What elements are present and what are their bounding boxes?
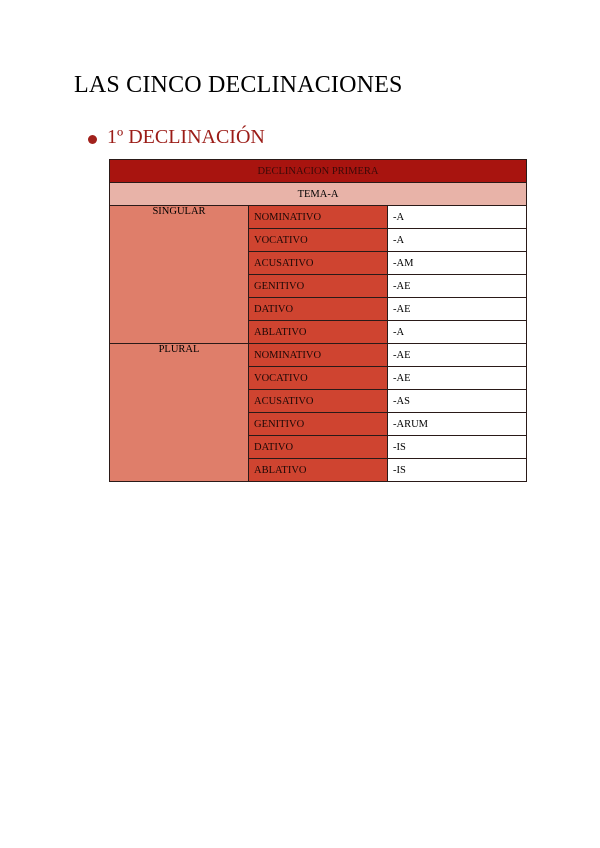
ending-cell: -AE	[388, 275, 527, 298]
ending-cell: -A	[388, 321, 527, 344]
ending-cell: -A	[388, 206, 527, 229]
case-cell: GENITIVO	[249, 275, 388, 298]
case-cell: ACUSATIVO	[249, 252, 388, 275]
table-header: DECLINACION PRIMERA	[110, 160, 527, 183]
section-heading	[88, 126, 265, 149]
declension-table	[109, 159, 527, 482]
case-cell: DATIVO	[249, 298, 388, 321]
table-row	[110, 206, 527, 229]
case-cell: NOMINATIVO	[249, 206, 388, 229]
ending-cell: -A	[388, 229, 527, 252]
ending-cell: -IS	[388, 459, 527, 482]
case-cell: DATIVO	[249, 436, 388, 459]
table-header-row	[110, 160, 527, 183]
ending-cell: -AS	[388, 390, 527, 413]
case-cell: VOCATIVO	[249, 229, 388, 252]
table-subheader: TEMA-A	[110, 183, 527, 206]
ending-cell: -IS	[388, 436, 527, 459]
ending-cell: -AE	[388, 298, 527, 321]
case-cell: VOCATIVO	[249, 367, 388, 390]
case-cell: ABLATIVO	[249, 321, 388, 344]
number-label-plural: PLURAL	[110, 344, 249, 482]
table-row	[110, 344, 527, 367]
bullet-icon	[88, 135, 97, 144]
number-label-singular: SINGULAR	[110, 206, 249, 344]
case-cell: GENITIVO	[249, 413, 388, 436]
case-cell: ABLATIVO	[249, 459, 388, 482]
section-heading-text: 1º DECLINACIÓN	[107, 126, 265, 148]
ending-cell: -AE	[388, 367, 527, 390]
table-subheader-row	[110, 183, 527, 206]
page-title: LAS CINCO DECLINACIONES	[74, 72, 403, 98]
ending-cell: -AE	[388, 344, 527, 367]
case-cell: ACUSATIVO	[249, 390, 388, 413]
ending-cell: -AM	[388, 252, 527, 275]
ending-cell: -ARUM	[388, 413, 527, 436]
case-cell: NOMINATIVO	[249, 344, 388, 367]
